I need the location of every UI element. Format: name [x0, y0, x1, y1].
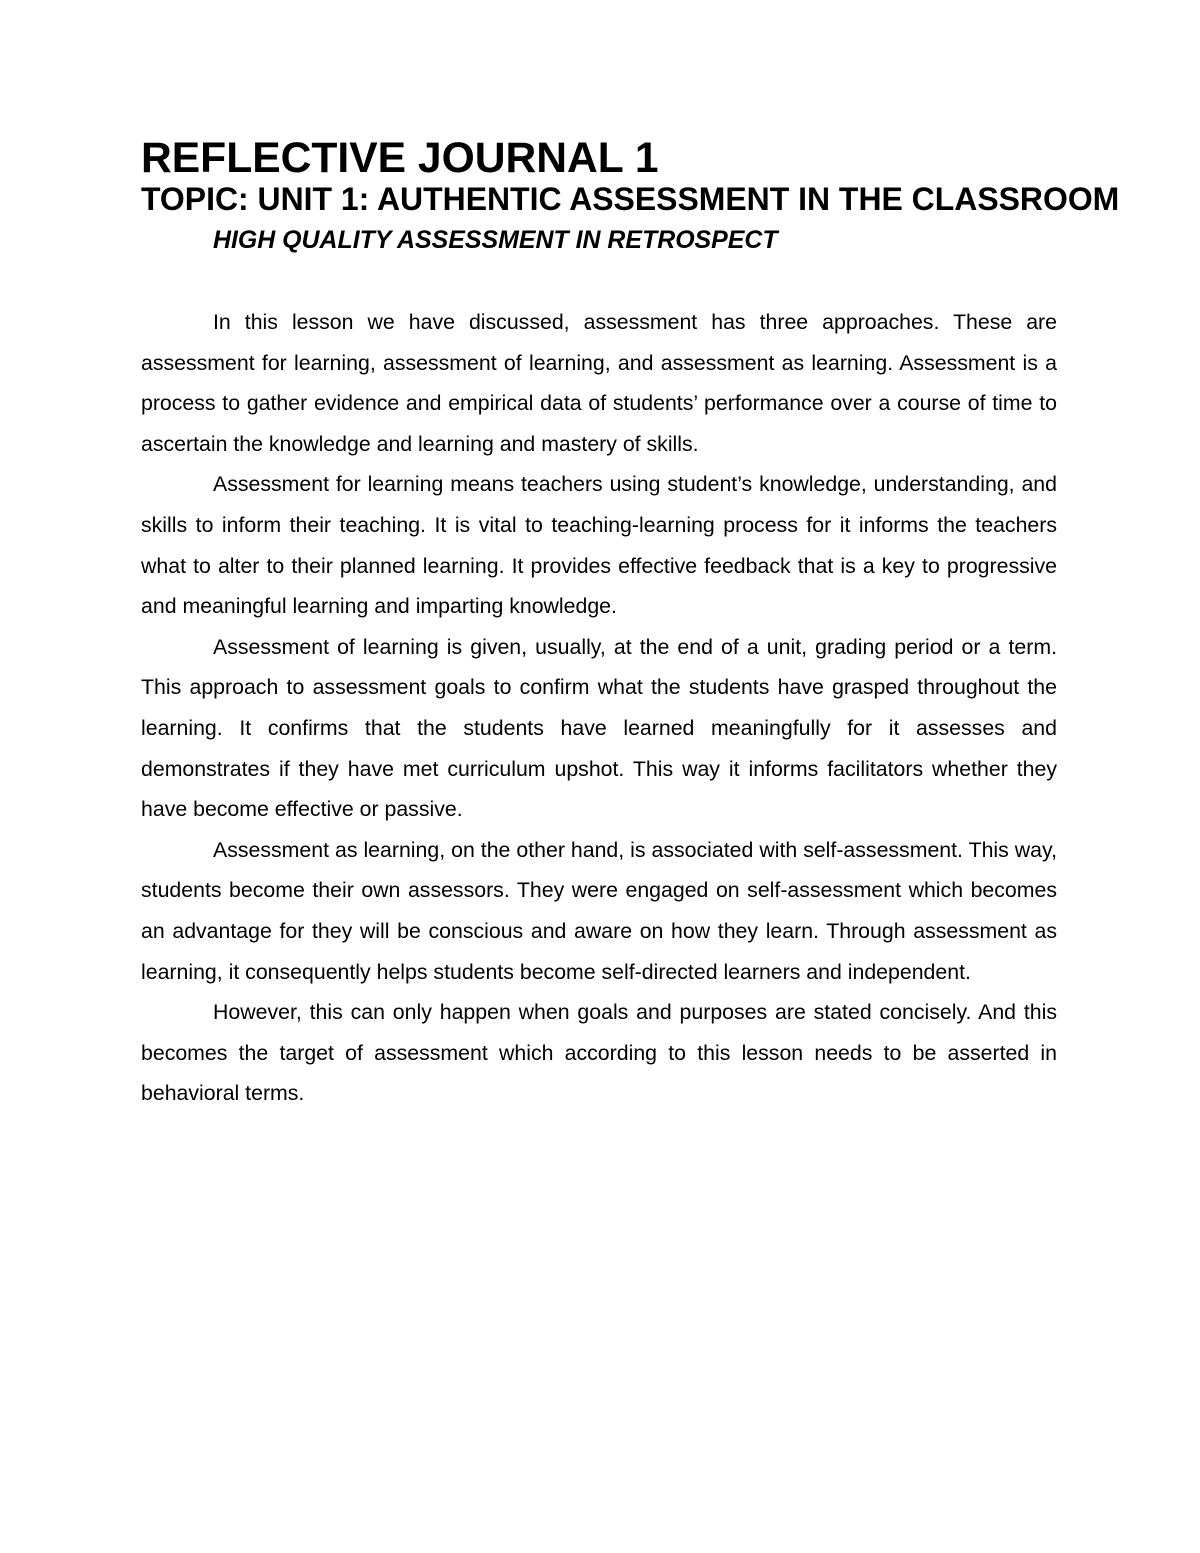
- paragraph-assessment-of-learning: Assessment of learning is given, usually, at the end of a unit, grading period or a term. This approach to assessment goals to confirm what the students have grasped throughout the learning. It confirms that the students have learned meaningfully for it assesses and demonstrates if they have met curriculum upshot. This way it informs facilitators whether they have become effective or passive.: [141, 634, 1057, 822]
- paragraph-assessment-as-learning: Assessment as learning, on the other hand, is associated with self-assessment. This way, students become their own assessors. They were engaged on self-assessment which becomes an advantage for they will be conscious and aware on how they learn. Through assessment as learning, it consequently helps students become self-directed learners and independent.: [141, 837, 1057, 984]
- document-content: [141, 134, 1120, 1114]
- paragraph-conclusion: However, this can only happen when goals and purposes are stated concisely. And this becomes the target of assessment which according to this lesson needs to be asserted in behavioral terms.: [141, 1000, 1057, 1106]
- paragraph-approaches: In this lesson we have discussed, assessment has three approaches. These are assessment for learning, assessment of learning, and assessment as learning. Assessment is a process to gather evidence and empirical data of students’ performance over a course of time to ascertain the knowledge and learning and mastery of skills.: [141, 310, 1057, 456]
- journal-title: REFLECTIVE JOURNAL 1: [141, 134, 659, 182]
- heading-spacer: [141, 261, 1057, 302]
- document-subtitle: HIGH QUALITY ASSESSMENT IN RETROSPECT: [213, 226, 778, 254]
- paragraph-assessment-for-learning: Assessment for learning means teachers using student’s knowledge, understanding, and skills to inform their teaching. It is vital to teaching-learning process for it informs the teachers what to alter to their planned learning. It provides effective feedback that is a key to progressive and meaningful learning and imparting knowledge.: [141, 472, 1057, 619]
- topic-heading: TOPIC: UNIT 1: AUTHENTIC ASSESSMENT IN THE CLASSROOM: [141, 181, 1120, 217]
